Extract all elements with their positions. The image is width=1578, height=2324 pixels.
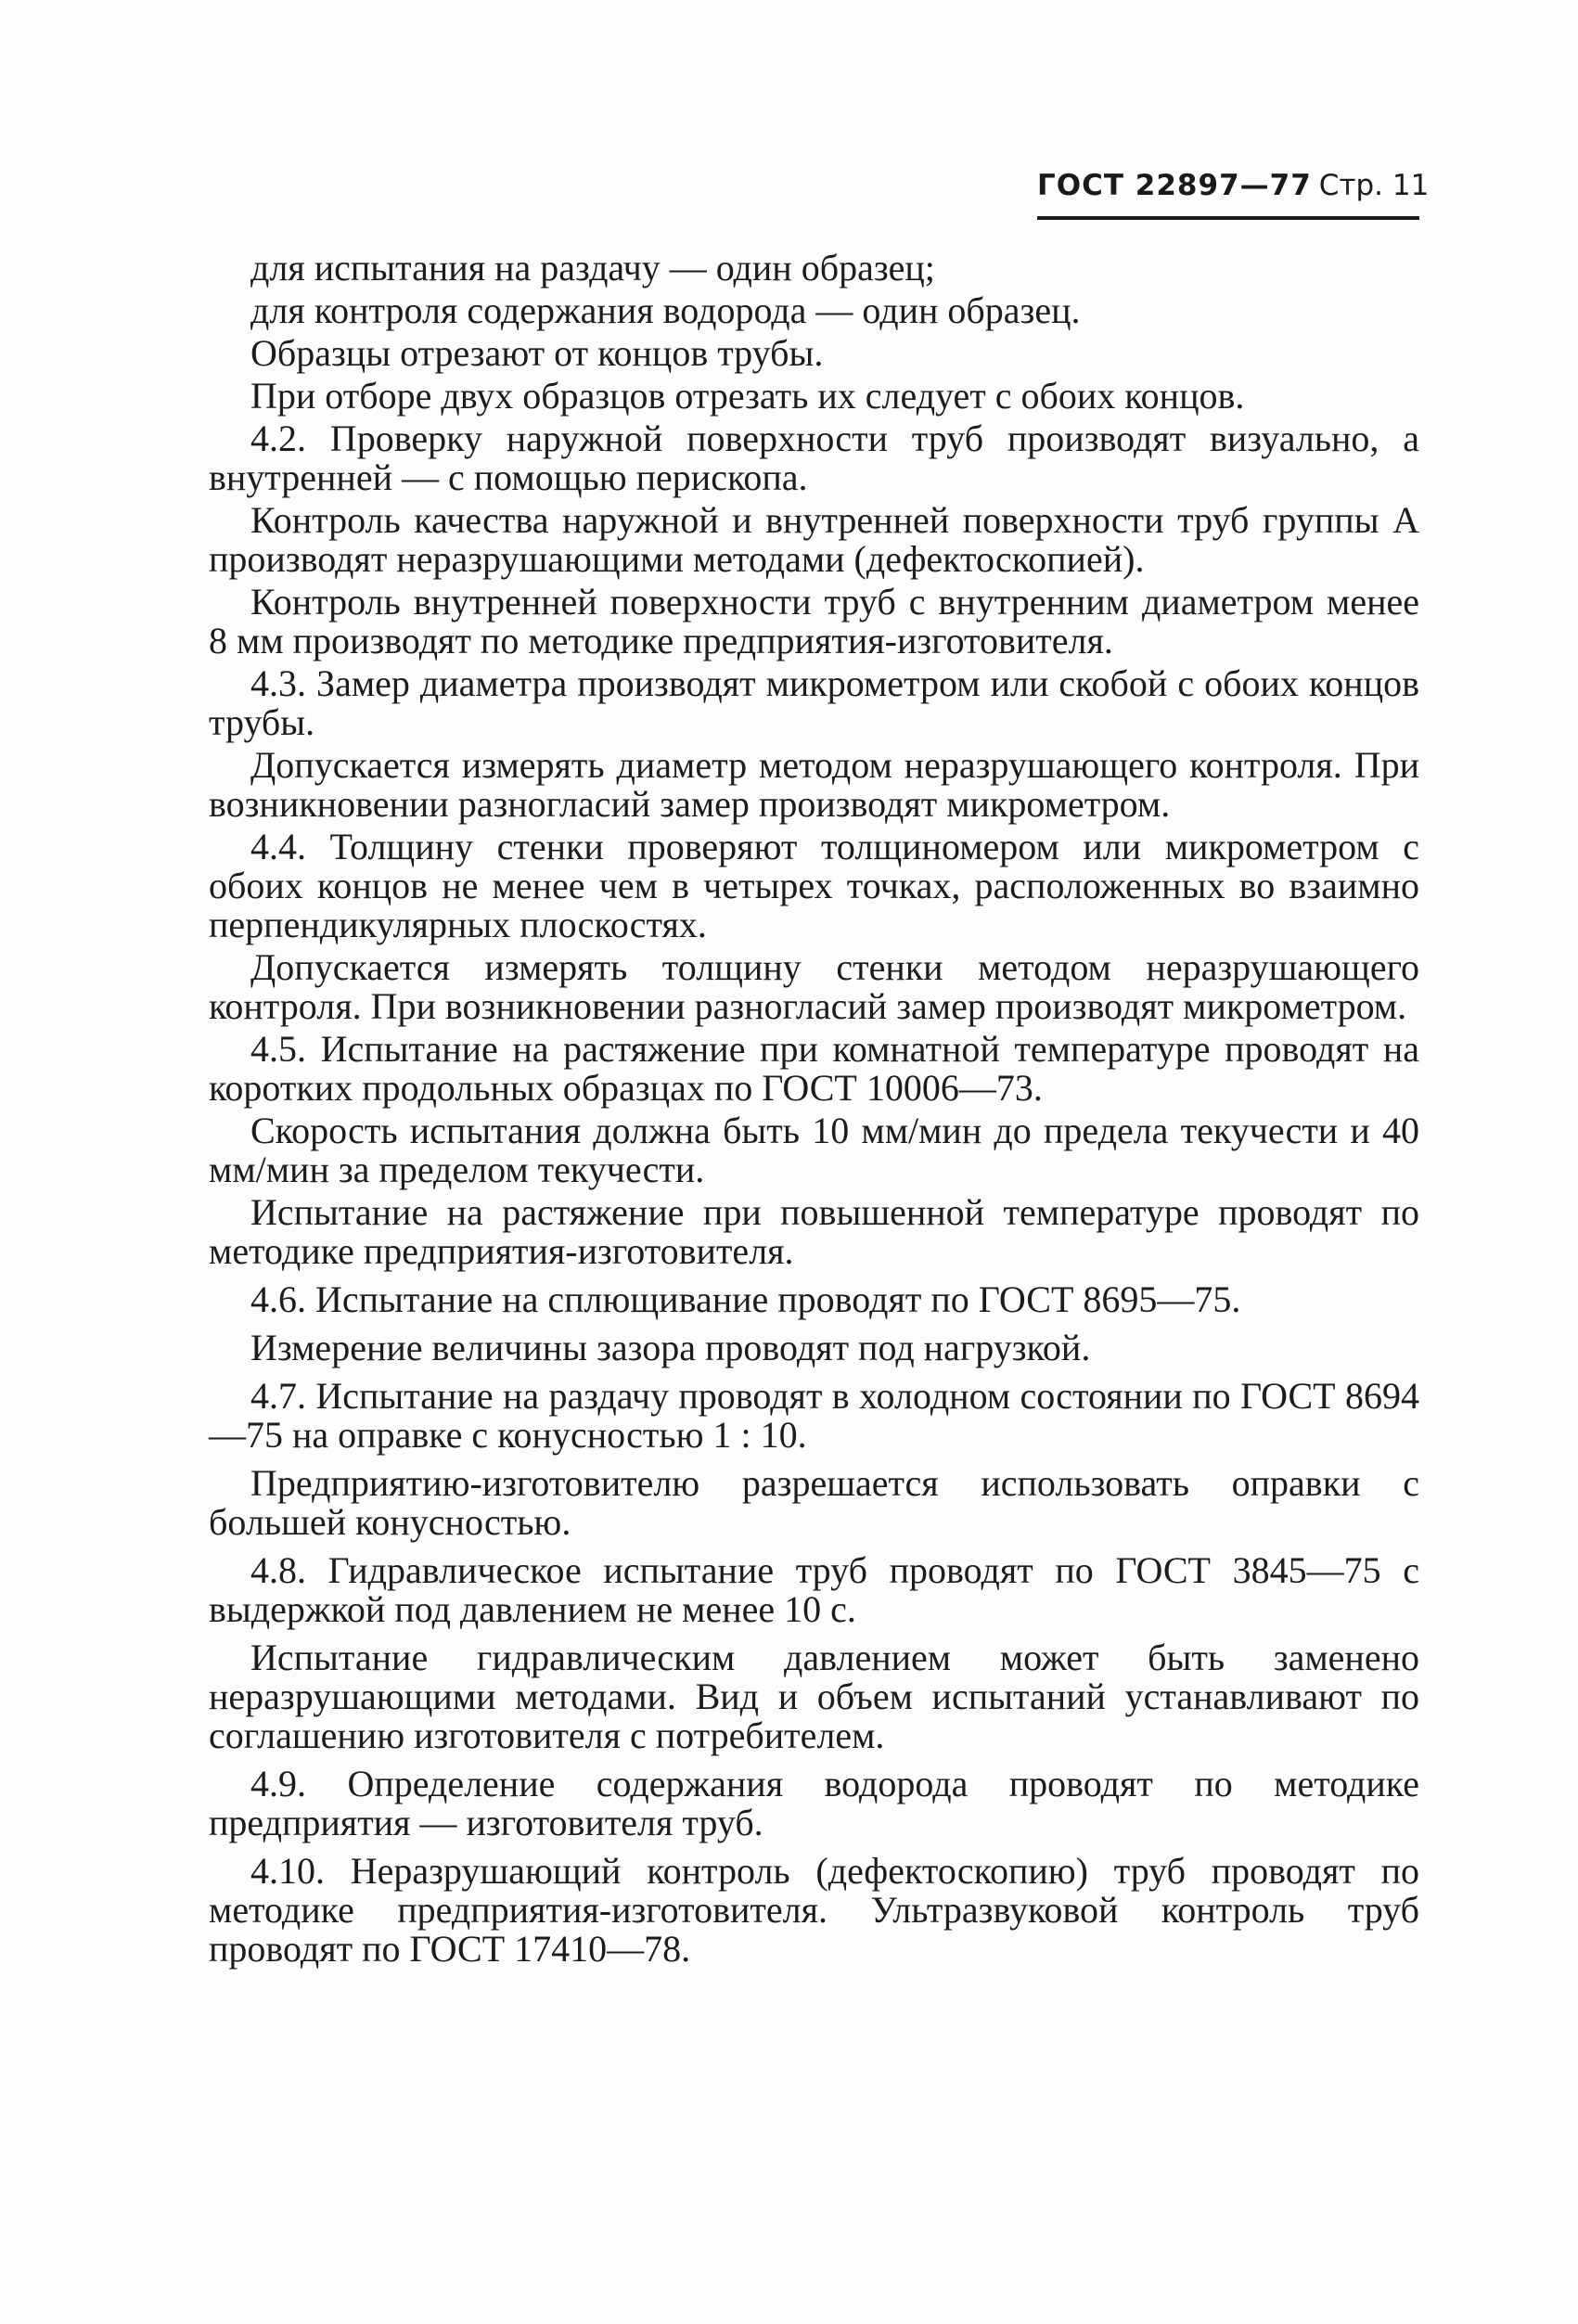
paragraph-20: Испытание гидравлическим давлением может быть заменено неразрушающими методами. Вид и объем испытаний устанавливают по соглашению изготовителя с потребителем. [209,1637,1419,1756]
section-4-9: 4.9. Определение содержания водорода проводят по методике предприятия — изготовителя труб. [209,1763,1419,1843]
paragraph-7: Контроль внутренней поверхности труб с внутренним диаметром менее 8 мм производят по методике предприятия-изготовителя. [209,581,1419,661]
paragraph-11: Допускается измерять толщину стенки методом неразрушающего контроля. При возникновении разногласий замер производят микрометром. [209,946,1419,1027]
paragraph-4: При отборе двух образцов отрезать их следует с обоих концов. [250,375,1245,417]
paragraph-6: Контроль качества наружной и внутренней поверхности труб группы А производят неразрушающими методами (дефектоскопией). [209,499,1419,580]
paragraph-16: Измерение величины зазора проводят под нагрузкой. [250,1327,1091,1368]
paragraph-1: для испытания на раздачу — один образец; [250,247,935,289]
paragraph-14: Испытание на растяжение при повышенной температуре проводят по методике предприятия-изготовителя. [209,1191,1419,1272]
section-4-6: 4.6. Испытание на сплющивание проводят по ГОСТ 8695—75. [250,1278,1241,1320]
paragraph-13: Скорость испытания должна быть 10 мм/мин до предела текучести и 40 мм/мин за пределом текучести. [209,1110,1419,1190]
section-4-10: 4.10. Неразрушающий контроль (дефектоскопию) труб проводят по методике предприятия-изготовителя. Ультразвуковой контроль труб проводят по ГОСТ 17410—78. [209,1850,1419,1970]
header-rule [1037,216,1419,220]
page-header [1037,169,1430,202]
paragraph-3: Образцы отрезают от концов трубы. [250,332,824,374]
section-4-3: 4.3. Замер диаметра производят микрометром или скобой с обоих концов трубы. [209,662,1419,743]
page-number: Стр. 11 [1318,169,1430,202]
section-4-7: 4.7. Испытание на раздачу проводят в холодном состоянии по ГОСТ 8694—75 на оправке с конусностью 1 : 10. [209,1375,1419,1456]
paragraph-9: Допускается измерять диаметр методом неразрушающего контроля. При возникновении разногласий замер производят микрометром. [209,744,1419,825]
standard-code: ГОСТ 22897—77 [1037,169,1312,202]
section-4-5: 4.5. Испытание на растяжение при комнатной температуре проводят на коротких продольных образцах по ГОСТ 10006—73. [209,1028,1419,1109]
section-4-8: 4.8. Гидравлическое испытание труб проводят по ГОСТ 3845—75 с выдержкой под давлением не менее 10 с. [209,1549,1419,1630]
paragraph-18: Предприятию-изготовителю разрешается использовать оправки с большей конусностью. [209,1462,1419,1543]
paragraph-2: для контроля содержания водорода — один образец. [250,289,1081,331]
document-body [209,249,1419,1972]
section-4-2: 4.2. Проверку наружной поверхности труб производят визуально, а внутренней — с помощью перископа. [209,417,1419,498]
section-4-4: 4.4. Толщину стенки проверяют толщиномером или микрометром с обоих концов не менее чем в четырех точках, расположенных во взаимно перпендикулярных плоскостях. [209,826,1419,945]
